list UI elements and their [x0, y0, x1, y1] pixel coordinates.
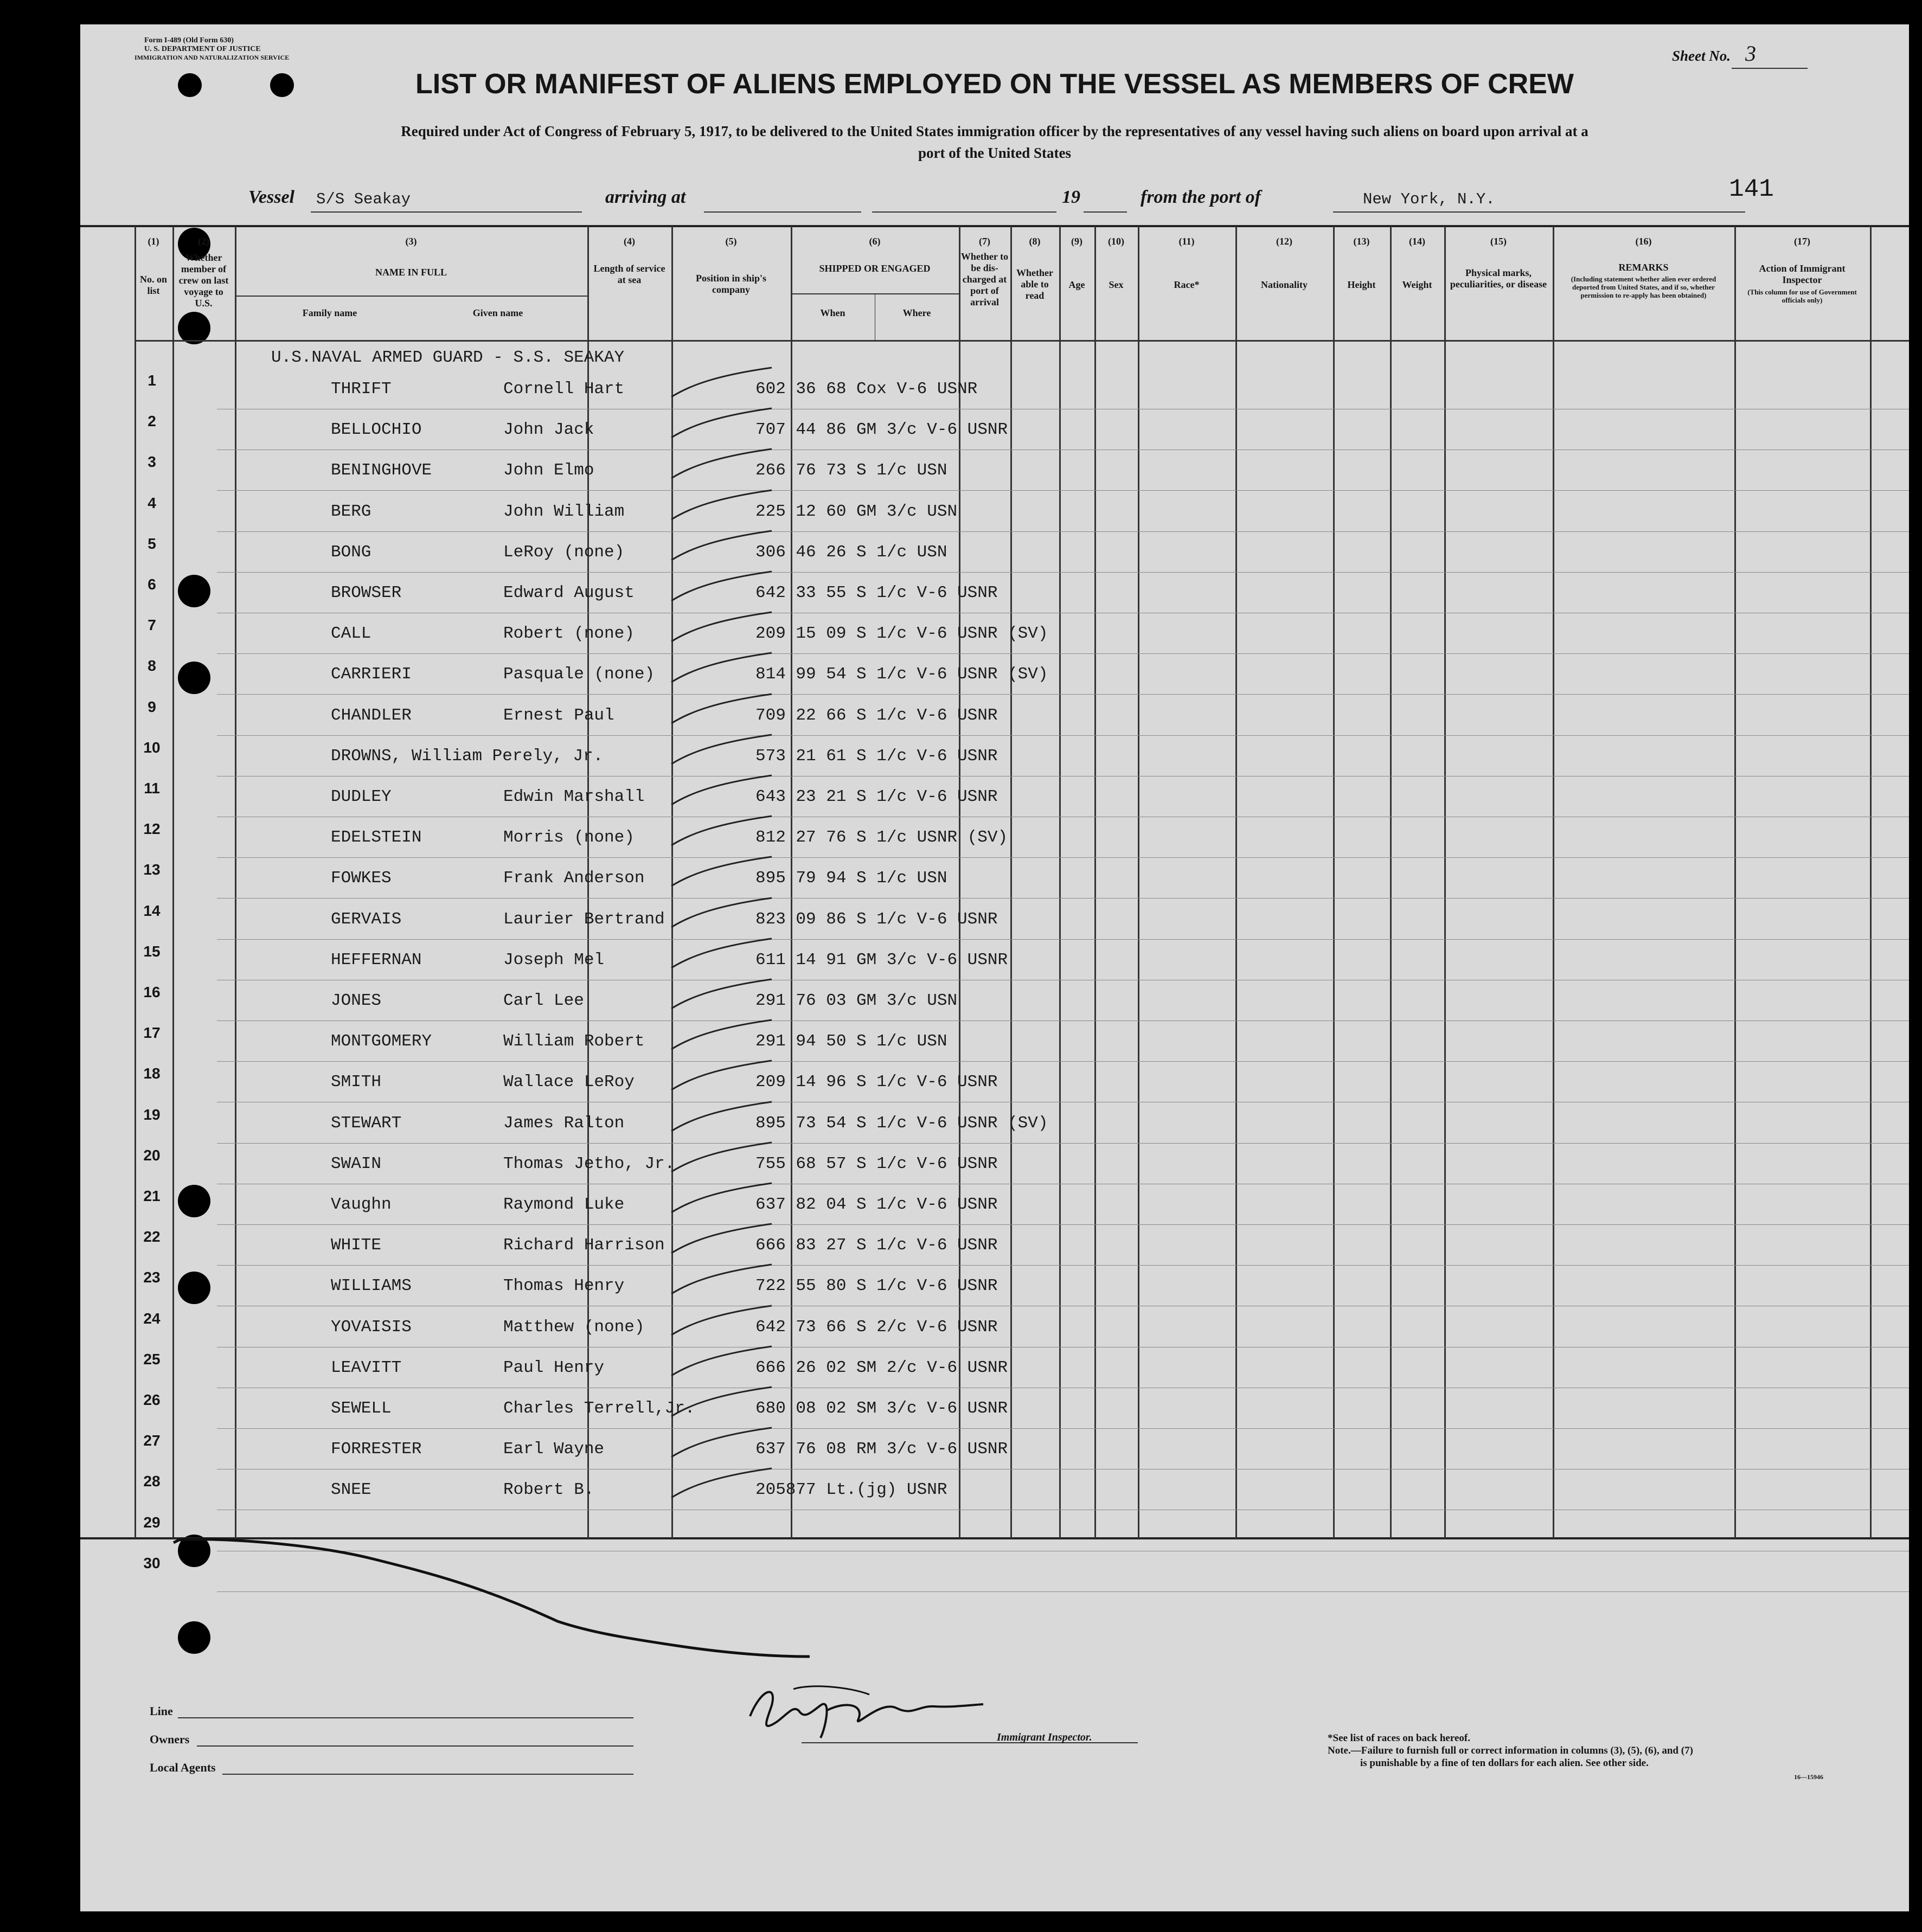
table-row: [80, 991, 1909, 1018]
family-name: CHANDLER: [331, 706, 412, 725]
row-number: 30: [143, 1555, 161, 1571]
position-in-company: 209 15 09 S 1/c V-6 USNR (SV): [755, 624, 1048, 643]
row-rule: [217, 531, 1909, 532]
line-underline: [178, 1717, 633, 1718]
table-row: [80, 420, 1909, 447]
col5-header: Position in ship's company: [695, 273, 767, 295]
table-row: [80, 583, 1909, 611]
position-in-company: 291 76 03 GM 3/c USN: [755, 991, 958, 1010]
vessel-label: Vessel: [248, 187, 294, 207]
family-name: SNEE: [331, 1480, 371, 1499]
subtitle: port of the United States: [918, 145, 1071, 161]
port-name: New York, N.Y.: [1363, 190, 1495, 208]
family-name: THRIFT: [331, 380, 392, 399]
line-label: Line: [150, 1704, 173, 1718]
position-in-company: 812 27 76 S 1/c USNR (SV): [755, 828, 1008, 847]
col17-subheader: (This column for use of Government officials only): [1747, 288, 1857, 304]
given-name: Edward August: [503, 583, 635, 602]
table-row: [80, 1073, 1909, 1100]
col13-header: Height: [1347, 279, 1376, 290]
table-row: [80, 951, 1909, 978]
table-row: [80, 869, 1909, 896]
check-mark: [669, 404, 777, 442]
family-name: DUDLEY: [331, 787, 392, 806]
col12-header: Nationality: [1260, 279, 1308, 290]
row-rule: [217, 1224, 1909, 1225]
given-name: Wallace LeRoy: [503, 1073, 635, 1092]
row-rule: [217, 857, 1909, 858]
arriving-label: arriving at: [605, 187, 686, 207]
position-in-company: 814 99 54 S 1/c V-6 USNR (SV): [755, 665, 1048, 684]
row-number: 7: [148, 617, 156, 633]
family-name: BERG: [331, 502, 371, 521]
year-line: [1084, 211, 1127, 213]
check-mark: [669, 771, 777, 809]
family-name: CALL: [331, 624, 371, 643]
given-name: John Elmo: [503, 461, 594, 480]
punch-hole: [178, 1621, 210, 1654]
family-name: LEAVITT: [331, 1358, 402, 1377]
row-rule: [217, 1061, 1909, 1062]
family-name: BROWSER: [331, 583, 402, 602]
table-row: [80, 1440, 1909, 1467]
position-in-company: 823 09 86 S 1/c V-6 USNR: [755, 910, 998, 929]
inspector-label: Immigrant Inspector.: [997, 1731, 1092, 1743]
row-number: 14: [143, 902, 161, 919]
row-number: 13: [143, 861, 161, 878]
col9-number: (9): [1071, 236, 1082, 247]
row-rule: [217, 939, 1909, 940]
row-number: 17: [143, 1024, 161, 1041]
row-rule: [217, 572, 1909, 573]
col5-number: (5): [725, 236, 737, 247]
owners-label: Owners: [150, 1732, 190, 1746]
col3b-header: Given name: [472, 307, 523, 318]
form-code: 16—15946: [1794, 1773, 1823, 1781]
check-mark: [669, 852, 777, 890]
check-mark: [669, 527, 777, 564]
family-name: EDELSTEIN: [331, 828, 422, 847]
col4-header: Length of service at sea: [593, 263, 665, 285]
agents-label: Local Agents: [150, 1761, 216, 1774]
col4-number: (4): [624, 236, 635, 247]
given-name: Robert B.: [503, 1480, 594, 1499]
table-bottom-border: [80, 1537, 1909, 1539]
check-mark: [669, 1097, 777, 1135]
row-number: 3: [148, 453, 156, 470]
given-name: Richard Harrison: [503, 1236, 665, 1255]
given-name: Joseph Mel: [503, 951, 605, 970]
row-number: 12: [143, 820, 161, 837]
col1-header: No. on list: [139, 274, 167, 296]
given-name: John Jack: [503, 420, 594, 439]
col2-number: (2): [198, 236, 209, 247]
col6-header: SHIPPED OR ENGAGED: [819, 263, 931, 274]
row-number: 6: [148, 576, 156, 593]
vessel-line: [311, 211, 582, 213]
check-mark: [669, 567, 777, 605]
family-name: FORRESTER: [331, 1440, 422, 1459]
given-name: Carl Lee: [503, 991, 584, 1010]
family-name: HEFFERNAN: [331, 951, 422, 970]
given-name: Thomas Henry: [503, 1276, 625, 1295]
form-id: Form I-489 (Old Form 630): [144, 36, 234, 44]
row-number: 19: [143, 1106, 161, 1123]
col17-number: (17): [1794, 236, 1810, 247]
port-line: [1333, 211, 1745, 213]
given-name: Edwin Marshall: [503, 787, 645, 806]
row-number: 29: [143, 1514, 161, 1531]
row-rule: [217, 694, 1909, 695]
check-mark: [669, 1179, 777, 1217]
check-mark: [669, 1383, 777, 1421]
col9-header: Age: [1068, 279, 1085, 290]
check-mark: [669, 1056, 777, 1094]
check-mark: [669, 975, 777, 1013]
position-in-company: 680 08 02 SM 3/c V-6 USNR: [755, 1399, 1008, 1418]
position-in-company: 895 73 54 S 1/c V-6 USNR (SV): [755, 1114, 1048, 1133]
table-row: [80, 1276, 1909, 1304]
col7-number: (7): [979, 236, 990, 247]
col10-number: (10): [1108, 236, 1124, 247]
position-in-company: 722 55 80 S 1/c V-6 USNR: [755, 1276, 998, 1295]
position-in-company: 642 73 66 S 2/c V-6 USNR: [755, 1318, 998, 1337]
manifest-title: LIST OR MANIFEST OF ALIENS EMPLOYED ON THE VESSEL AS MEMBERS OF CREW: [415, 68, 1574, 100]
sheet-label: Sheet No.: [1672, 48, 1731, 64]
col8-header: Whether able to read: [1016, 267, 1053, 301]
family-name: MONTGOMERY: [331, 1032, 432, 1051]
check-mark: [669, 1260, 777, 1298]
given-name: Matthew (none): [503, 1318, 645, 1337]
row-number: 28: [143, 1473, 161, 1490]
table-row: [80, 1236, 1909, 1263]
position-in-company: 306 46 26 S 1/c USN: [755, 543, 947, 562]
col15-header: Physical marks, peculiarities, or disease: [1450, 267, 1547, 290]
family-name: BENINGHOVE: [331, 461, 432, 480]
position-in-company: 573 21 61 S 1/c V-6 USNR: [755, 747, 998, 766]
table-row: [80, 787, 1909, 814]
given-name: LeRoy (none): [503, 543, 625, 562]
table-row: [80, 1154, 1909, 1182]
family-name: CARRIERI: [331, 665, 412, 684]
col14-number: (14): [1409, 236, 1425, 247]
family-name: FOWKES: [331, 869, 392, 888]
row-rule: [217, 1591, 1909, 1592]
row-rule: [217, 653, 1909, 654]
col13-number: (13): [1353, 236, 1370, 247]
check-mark: [669, 730, 777, 768]
family-name: Vaughn: [331, 1195, 392, 1214]
table-row: [80, 502, 1909, 529]
row-number: 27: [143, 1432, 161, 1449]
row-number: 5: [148, 535, 156, 552]
row-number: 23: [143, 1269, 161, 1286]
position-in-company: 642 33 55 S 1/c V-6 USNR: [755, 583, 998, 602]
row-number: 21: [143, 1188, 161, 1204]
check-mark: [669, 1016, 777, 1054]
department: U. S. DEPARTMENT OF JUSTICE: [144, 45, 261, 53]
col11-header: Race*: [1174, 279, 1200, 290]
service: IMMIGRATION AND NATURALIZATION SERVICE: [134, 54, 290, 61]
position-in-company: 666 26 02 SM 2/c V-6 USNR: [755, 1358, 1008, 1377]
position-in-company: 611 14 91 GM 3/c V-6 USNR: [755, 951, 1008, 970]
row-rule: [217, 1143, 1909, 1144]
col6b-header: Where: [902, 307, 931, 318]
given-name: Cornell Hart: [503, 380, 625, 399]
col1-number: (1): [148, 236, 159, 247]
row-number: 18: [143, 1065, 161, 1082]
col16-number: (16): [1635, 236, 1652, 247]
family-name: BONG: [331, 543, 371, 562]
family-name: SMITH: [331, 1073, 382, 1092]
table-top-border: [80, 225, 1909, 227]
family-name: JONES: [331, 991, 382, 1010]
family-name: DROWNS, William Perely, Jr.: [331, 747, 604, 766]
position-in-company: 205877 Lt.(jg) USNR: [755, 1480, 947, 1499]
arriving-line: [704, 211, 861, 213]
col8-number: (8): [1029, 236, 1041, 247]
col10-header: Sex: [1109, 279, 1124, 290]
page-number: 141: [1729, 175, 1774, 203]
year-label: 19: [1062, 187, 1080, 207]
col3a-header: Family name: [302, 307, 357, 318]
given-name: Paul Henry: [503, 1358, 605, 1377]
position-in-company: 602 36 68 Cox V-6 USNR: [755, 380, 978, 399]
table-row: [80, 1358, 1909, 1385]
family-name: GERVAIS: [331, 910, 402, 929]
note-penalty-2: is punishable by a fine of ten dollars for each alien. See other side.: [1360, 1757, 1649, 1769]
row-number: 10: [143, 739, 161, 756]
position-in-company: 209 14 96 S 1/c V-6 USNR: [755, 1073, 998, 1092]
col3-header: NAME IN FULL: [375, 267, 447, 278]
col3-number: (3): [405, 236, 417, 247]
position-in-company: 895 79 94 S 1/c USN: [755, 869, 947, 888]
check-mark: [669, 1219, 777, 1257]
row-number: 24: [143, 1310, 161, 1327]
family-name: YOVAISIS: [331, 1318, 412, 1337]
position-in-company: 707 44 86 GM 3/c V-6 USNR: [755, 420, 1008, 439]
table-row: [80, 910, 1909, 937]
name-divider: [235, 296, 587, 297]
port-label: from the port of: [1141, 187, 1261, 207]
position-in-company: 709 22 66 S 1/c V-6 USNR: [755, 706, 998, 725]
table-row: [80, 461, 1909, 488]
row-number: 11: [144, 780, 160, 797]
row-number: 4: [148, 495, 156, 511]
note-penalty: Note.—Failure to furnish full or correct information in columns (3), (5), (6), and (7): [1328, 1745, 1693, 1756]
sheet-number: 3: [1745, 41, 1756, 66]
agents-underline: [222, 1774, 633, 1775]
given-name: Morris (none): [503, 828, 635, 847]
position-in-company: 755 68 57 S 1/c V-6 USNR: [755, 1154, 998, 1173]
section-heading: U.S.NAVAL ARMED GUARD - S.S. SEAKAY: [271, 348, 625, 367]
col11-number: (11): [1178, 236, 1195, 247]
row-number: 25: [143, 1351, 161, 1368]
header-bottom-border: [134, 340, 1909, 342]
col17-header: Action of Immigrant Inspector: [1759, 263, 1846, 285]
table-row: [80, 380, 1909, 407]
row-number: 8: [148, 657, 156, 674]
table-row: [80, 1114, 1909, 1141]
given-name: Raymond Luke: [503, 1195, 625, 1214]
note-races: *See list of races on back hereof.: [1328, 1732, 1470, 1744]
given-name: Pasquale (none): [503, 665, 655, 684]
check-mark: [669, 1301, 777, 1339]
given-name: Thomas Jetho, Jr.: [503, 1154, 675, 1173]
row-rule: [217, 735, 1909, 736]
row-number: 20: [143, 1147, 161, 1164]
col7-header: Whether to be dis-charged at port of arrival: [960, 251, 1009, 307]
col16-header: REMARKS: [1618, 262, 1669, 273]
position-in-company: 291 94 50 S 1/c USN: [755, 1032, 947, 1051]
row-number: 9: [148, 698, 156, 715]
row-rule: [217, 1265, 1909, 1266]
given-name: Earl Wayne: [503, 1440, 605, 1459]
check-mark: [669, 894, 777, 932]
check-mark: [669, 1464, 777, 1502]
given-name: Robert (none): [503, 624, 635, 643]
check-mark: [669, 649, 777, 686]
col2-header: Whether member of crew on last voyage to U.S.: [178, 252, 229, 309]
position-in-company: 266 76 73 S 1/c USN: [755, 461, 947, 480]
check-mark: [669, 445, 777, 483]
row-rule: [217, 490, 1909, 491]
row-number: 2: [148, 413, 156, 429]
check-mark: [669, 1138, 777, 1176]
table-row: [80, 747, 1909, 774]
col15-number: (15): [1490, 236, 1507, 247]
check-mark: [669, 1423, 777, 1461]
col6-number: (6): [869, 236, 881, 247]
family-name: BELLOCHIO: [331, 420, 422, 439]
punch-hole: [178, 1535, 210, 1567]
given-name: James Ralton: [503, 1114, 625, 1133]
punch-hole: [178, 312, 210, 344]
date-line: [872, 211, 1056, 213]
manifest-sheet: [80, 24, 1909, 1911]
given-name: Laurier Bertrand: [503, 910, 665, 929]
table-row: [80, 1195, 1909, 1222]
row-number: 26: [143, 1391, 161, 1408]
position-in-company: 225 12 60 GM 3/c USN: [755, 502, 958, 521]
row-number: 16: [143, 984, 161, 1000]
table-row: [80, 1318, 1909, 1345]
table-row: [80, 665, 1909, 692]
table-row: [80, 1032, 1909, 1059]
check-mark: [669, 812, 777, 850]
row-number: 22: [143, 1228, 161, 1245]
check-mark: [669, 1342, 777, 1380]
position-in-company: 643 23 21 S 1/c V-6 USNR: [755, 787, 998, 806]
family-name: STEWART: [331, 1114, 402, 1133]
position-in-company: 637 82 04 S 1/c V-6 USNR: [755, 1195, 998, 1214]
subtitle: Required under Act of Congress of February 5, 1917, to be delivered to the United States immigration officer by the representatives of any vessel having such aliens on board upon arrival at a: [401, 123, 1588, 139]
given-name: Ernest Paul: [503, 706, 614, 725]
given-name: William Robert: [503, 1032, 645, 1051]
table-row: [80, 828, 1909, 855]
family-name: SEWELL: [331, 1399, 392, 1418]
col6a-header: When: [820, 307, 845, 318]
check-mark: [669, 363, 777, 401]
check-mark: [669, 690, 777, 728]
row-number: 1: [148, 372, 156, 389]
table-row: [80, 543, 1909, 570]
row-number: 15: [143, 943, 161, 960]
given-name: Frank Anderson: [503, 869, 645, 888]
given-name: Charles Terrell,Jr.: [503, 1399, 695, 1418]
table-row: [80, 706, 1909, 733]
col12-number: (12): [1276, 236, 1292, 247]
vessel-name: S/S Seakay: [316, 190, 411, 208]
table-row: [80, 624, 1909, 651]
family-name: SWAIN: [331, 1154, 382, 1173]
position-in-company: 637 76 08 RM 3/c V-6 USNR: [755, 1440, 1008, 1459]
table-row: [80, 1399, 1909, 1426]
inspector-signature: [739, 1667, 989, 1743]
owners-underline: [197, 1745, 633, 1747]
row-rule: [217, 1428, 1909, 1429]
check-mark: [669, 486, 777, 524]
position-in-company: 666 83 27 S 1/c V-6 USNR: [755, 1236, 998, 1255]
given-name: John William: [503, 502, 625, 521]
table-row: [80, 1480, 1909, 1507]
family-name: WHITE: [331, 1236, 382, 1255]
check-mark: [669, 608, 777, 646]
row-rule: [217, 1020, 1909, 1021]
col14-header: Weight: [1402, 279, 1432, 290]
check-mark: [669, 934, 777, 972]
col16-subheader: (Including statement whether alien ever ordered deported from United States, and if so, whether permission to re-apply has been obtained): [1571, 275, 1716, 299]
family-name: WILLIAMS: [331, 1276, 412, 1295]
